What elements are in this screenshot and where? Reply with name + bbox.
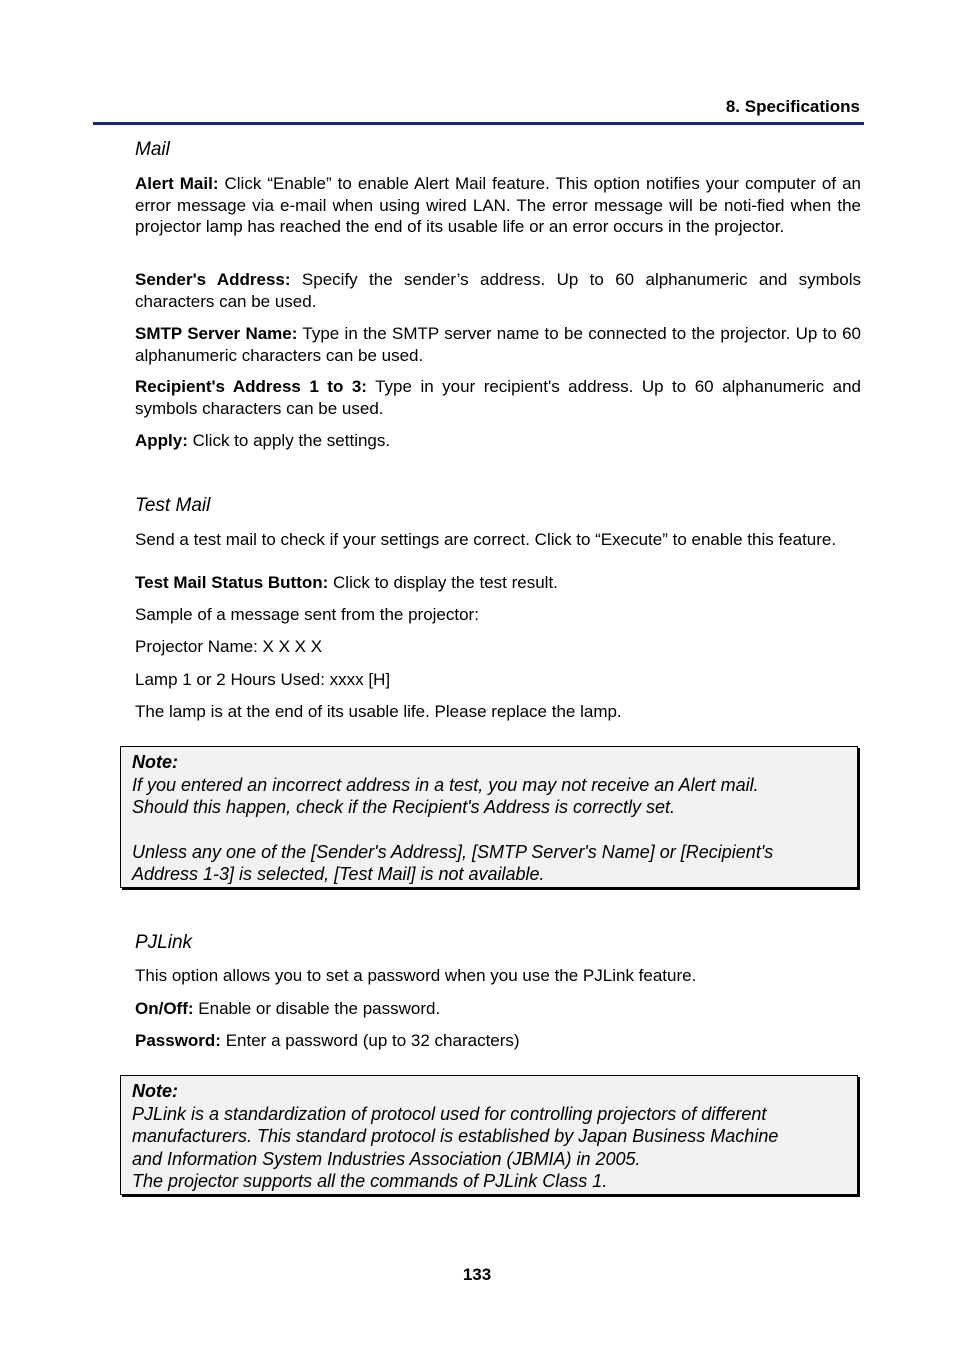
page-number: 133 [462, 1265, 492, 1284]
paragraph-test-mail-intro: Send a test mail to check if your settings are correct. Click to “Execute” to enable this feature. [135, 530, 837, 549]
note-line: Unless any one of the [Sender's Address], [SMTP Server's Name] or [Recipient's [132, 841, 774, 862]
desc-alert-mail: Click “Enable” to enable Alert Mail feature. This option notifies your computer of an error message via e-mail when using wired LAN. The error message will be noti-fied when the projector lamp has reached the end of its usable life or an error occurs in the projector. [135, 174, 861, 236]
desc-recipients-address: Type in your recipient's address. Up to 60 alphanumeric and symbols characters can be used. [135, 377, 861, 418]
note-line: If you entered an incorrect address in a test, you may not receive an Alert mail. [132, 774, 759, 795]
paragraph-alert-mail [135, 173, 861, 238]
paragraph-apply [135, 430, 861, 452]
note-title: Note: [132, 752, 178, 772]
note-title: Note: [132, 1081, 178, 1101]
paragraph-sample-message: The lamp is at the end of its usable life. Please replace the lamp. [135, 702, 622, 721]
note-line: and Information System Industries Association (JBMIA) in 2005. [132, 1148, 641, 1169]
paragraph-pjlink-onoff [135, 998, 861, 1020]
paragraph-recipients-address [135, 376, 861, 419]
note-line: Should this happen, check if the Recipient's Address is correctly set. [132, 797, 676, 817]
section-title-pjlink: PJLink [135, 932, 193, 953]
paragraph-test-mail-status [135, 572, 861, 594]
desc-senders-address: Specify the sender’s address. Up to 60 alphanumeric and symbols characters can be used. [135, 270, 861, 311]
term-apply: Apply: [135, 431, 188, 450]
note-line: The projector supports all the commands of PJLink Class 1. [132, 1171, 608, 1191]
section-title-test-mail: Test Mail [135, 495, 211, 516]
note-line: manufacturers. This standard protocol is established by Japan Business Machine [132, 1126, 779, 1146]
paragraph-sample-intro: Sample of a message sent from the projector: [135, 605, 479, 624]
term-smtp-server-name: SMTP Server Name: [135, 324, 298, 343]
desc-password: Enter a password (up to 32 characters) [220, 1031, 520, 1050]
term-onoff: On/Off: [135, 999, 194, 1018]
term-recipients-address: Recipient's Address 1 to 3: [135, 377, 367, 396]
term-test-mail-status: Test Mail Status Button: [135, 573, 329, 592]
term-password: Password: [135, 1031, 221, 1050]
section-title-mail: Mail [135, 139, 170, 160]
term-alert-mail: Alert Mail: [135, 174, 219, 193]
note-line: Address 1-3] is selected, [Test Mail] is not available. [132, 864, 545, 884]
paragraph-sample-hours: Lamp 1 or 2 Hours Used: xxxx [H] [135, 670, 391, 689]
paragraph-sample-name: Projector Name: X X X X [135, 637, 323, 656]
term-senders-address: Sender's Address: [135, 270, 291, 289]
paragraph-pjlink-password [135, 1030, 861, 1052]
desc-test-mail-status: Click to display the test result. [328, 573, 558, 592]
paragraph-smtp-server-name [135, 323, 861, 366]
note-box-test-mail [120, 746, 858, 888]
note-line: PJLink is a standardization of protocol used for controlling projectors of different [132, 1103, 767, 1124]
paragraph-pjlink-intro: This option allows you to set a password when you use the PJLink feature. [135, 966, 697, 985]
note-box-pjlink [120, 1075, 858, 1195]
desc-apply: Click to apply the settings. [187, 431, 391, 450]
paragraph-senders-address [135, 269, 861, 312]
desc-onoff: Enable or disable the password. [193, 999, 441, 1018]
desc-smtp-server-name: Type in the SMTP server name to be connected to the projector. Up to 60 alphanumeric characters can be used. [135, 324, 861, 365]
note-spacer [132, 819, 847, 841]
header-rule [93, 122, 864, 125]
page-header-title: 8. Specifications [725, 97, 860, 116]
